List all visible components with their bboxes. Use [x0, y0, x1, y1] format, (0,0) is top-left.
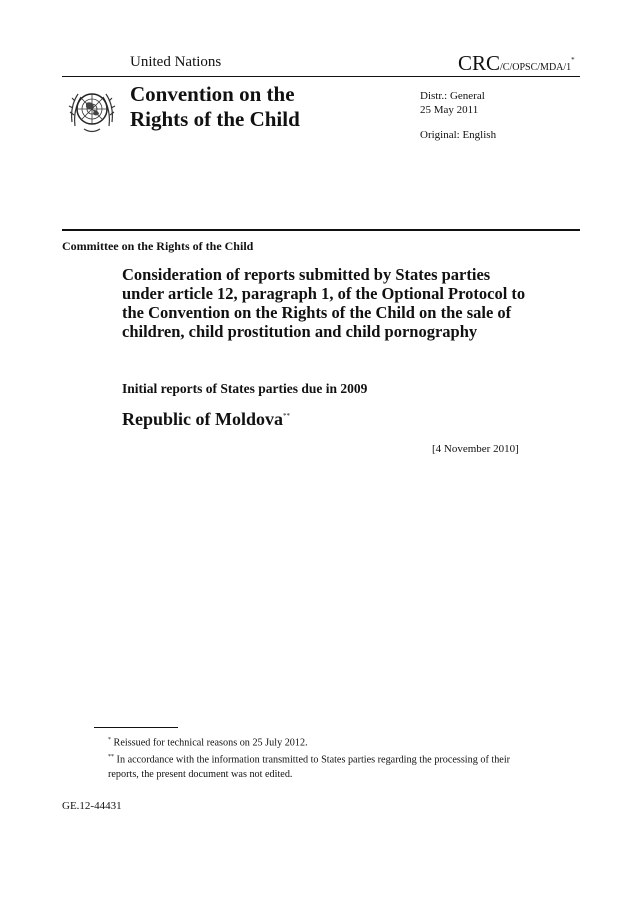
issue-date: 25 May 2011	[420, 104, 479, 116]
treaty-title-line1: Convention on the	[130, 82, 295, 106]
footnote-mark: **	[108, 754, 114, 761]
country-heading	[122, 409, 290, 430]
treaty-title-line2: Rights of the Child	[130, 107, 300, 131]
header-rule	[62, 76, 580, 77]
document-subtitle: Initial reports of States parties due in 2009	[122, 381, 368, 396]
un-emblem-icon	[64, 82, 120, 138]
footnote-rule	[94, 727, 178, 728]
masthead-rule	[62, 229, 580, 231]
footnote-mark: *	[108, 737, 111, 743]
treaty-body-title	[130, 82, 300, 132]
footnotes	[108, 733, 520, 782]
footnote-text: In accordance with the information transmitted to States parties regarding the processing of their reports, the present document was not edited.	[108, 754, 511, 780]
job-number: GE.12-44431	[62, 800, 122, 812]
committee-name: Committee on the Rights of the Child	[62, 239, 254, 253]
original-language: Original: English	[420, 129, 497, 141]
document-symbol	[458, 51, 575, 76]
footnote-text: Reissued for technical reasons on 25 July 2012.	[113, 737, 308, 749]
symbol-mark: *	[571, 56, 575, 64]
footnote-item	[108, 750, 520, 781]
symbol-suffix: /C/OPSC/MDA/1	[500, 62, 572, 73]
footnote-item	[108, 733, 520, 750]
document-title: Consideration of reports submitted by States parties under article 12, paragraph 1, of the Optional Protocol to the Convention on the Rights of the Child on the sale of children, child prostitution and child pornography	[122, 265, 526, 341]
distribution-status: Distr.: General	[420, 90, 485, 102]
country-name: Republic of Moldova	[122, 409, 284, 429]
organization-name: United Nations	[130, 54, 222, 70]
country-footnote-mark: **	[283, 412, 291, 420]
submission-date: [4 November 2010]	[432, 443, 519, 455]
distribution-block	[420, 89, 496, 142]
symbol-main: CRC	[458, 51, 501, 75]
